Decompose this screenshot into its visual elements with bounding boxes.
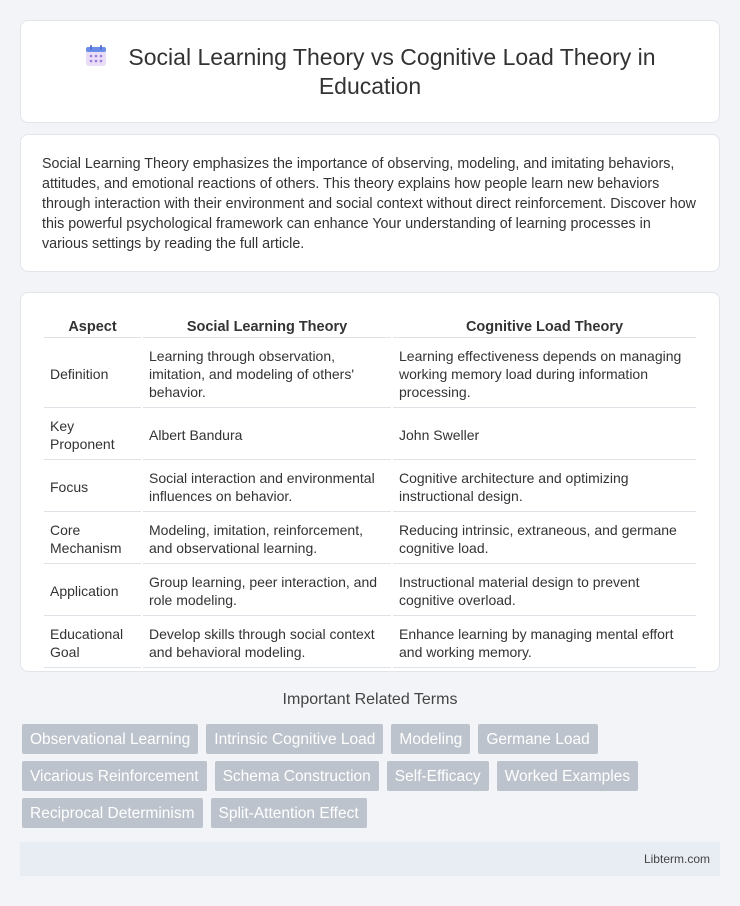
footer (20, 842, 720, 876)
table-row (44, 566, 696, 616)
row-social-learning: Albert Bandura (143, 410, 391, 460)
intro-card (20, 134, 720, 272)
row-social-learning: Modeling, imitation, reinforcement, and observational learning. (143, 514, 391, 564)
row-aspect: Focus (44, 462, 141, 512)
row-cognitive-load: Cognitive architecture and optimizing instructional design. (393, 462, 696, 512)
row-aspect: Application (44, 566, 141, 616)
table-row (44, 462, 696, 512)
page-title: Social Learning Theory vs Cognitive Load Theory in Education (128, 43, 656, 99)
footer-site-link[interactable]: Libterm.com (643, 852, 710, 866)
related-terms-heading: Important Related Terms (282, 691, 458, 708)
tag-observational-learning[interactable]: Observational Learning (22, 724, 198, 754)
tag-split-attention-effect[interactable]: Split-Attention Effect (211, 798, 367, 828)
row-cognitive-load: Learning effectiveness depends on managing working memory load during information processing. (393, 340, 696, 408)
row-cognitive-load: John Sweller (393, 410, 696, 460)
table-row (44, 514, 696, 564)
calendar-icon (84, 44, 108, 68)
comparison-table (42, 314, 698, 670)
row-aspect: Core Mechanism (44, 514, 141, 564)
tag-worked-examples[interactable]: Worked Examples (497, 761, 638, 791)
table-row (44, 410, 696, 460)
row-aspect: Definition (44, 340, 141, 408)
row-cognitive-load: Reducing intrinsic, extraneous, and germane cognitive load. (393, 514, 696, 564)
table-row (44, 618, 696, 668)
row-social-learning: Social interaction and environmental influences on behavior. (143, 462, 391, 512)
tag-intrinsic-cognitive-load[interactable]: Intrinsic Cognitive Load (206, 724, 383, 754)
table-header-row (44, 316, 696, 338)
row-social-learning: Group learning, peer interaction, and role modeling. (143, 566, 391, 616)
tag-schema-construction[interactable]: Schema Construction (215, 761, 379, 791)
intro-paragraph: Social Learning Theory emphasizes the importance of observing, modeling, and imitating behaviors, attitudes, and emotional reactions of others. This theory explains how people learn new behaviors through interaction with their environment and social context without direct reinforcement. Discover how this powerful psychological framework can enhance Your understanding of learning processes in various settings by reading the full article. (42, 156, 697, 252)
tag-modeling[interactable]: Modeling (391, 724, 470, 754)
title-wrap (50, 43, 690, 101)
row-social-learning: Develop skills through social context and behavioral modeling. (143, 618, 391, 668)
tag-germane-load[interactable]: Germane Load (478, 724, 597, 754)
header-cognitive-load: Cognitive Load Theory (393, 316, 696, 338)
tag-self-efficacy[interactable]: Self-Efficacy (387, 761, 489, 791)
row-aspect: Educational Goal (44, 618, 141, 668)
header-social-learning: Social Learning Theory (143, 316, 391, 338)
comparison-card (20, 292, 720, 672)
row-cognitive-load: Enhance learning by managing mental effort and working memory. (393, 618, 696, 668)
related-tags (22, 724, 722, 835)
tag-vicarious-reinforcement[interactable]: Vicarious Reinforcement (22, 761, 207, 791)
table-row (44, 340, 696, 408)
row-aspect: Key Proponent (44, 410, 141, 460)
title-card (20, 20, 720, 123)
row-cognitive-load: Instructional material design to prevent cognitive overload. (393, 566, 696, 616)
row-social-learning: Learning through observation, imitation, and modeling of others' behavior. (143, 340, 391, 408)
header-aspect: Aspect (44, 316, 141, 338)
tag-reciprocal-determinism[interactable]: Reciprocal Determinism (22, 798, 203, 828)
